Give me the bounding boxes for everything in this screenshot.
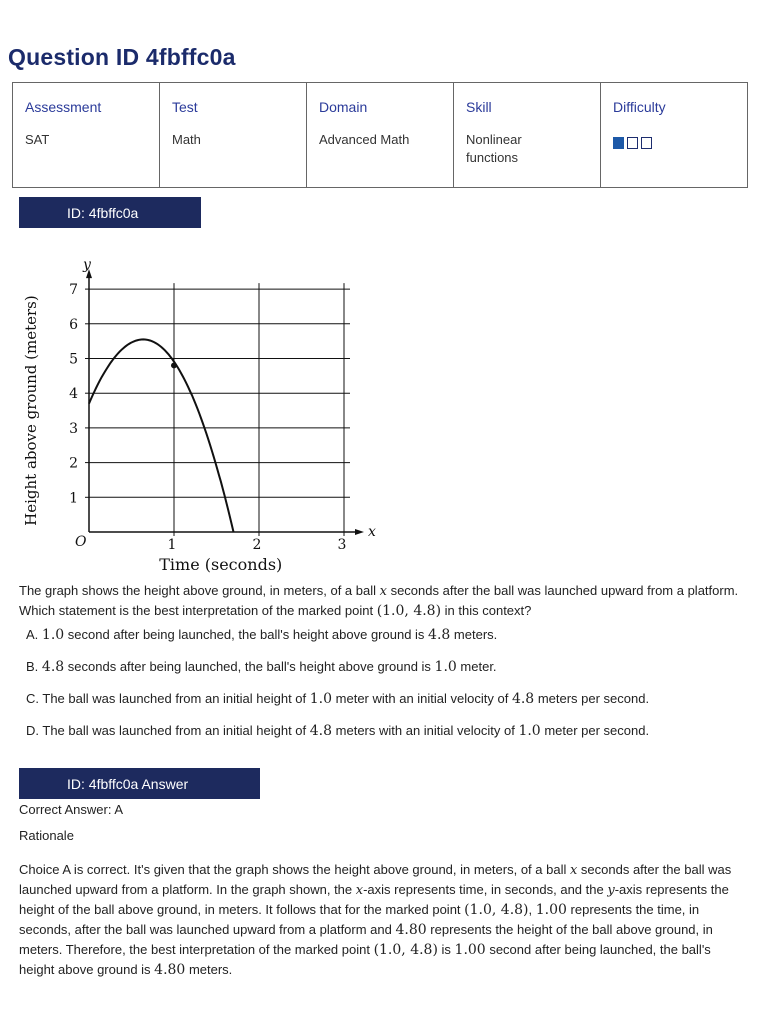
meta-value-domain: Advanced Math bbox=[319, 132, 410, 147]
rationale-text-segment: represents the height of the ball above ground, in meters. Therefore, the best interpretation of the marked point bbox=[19, 922, 713, 957]
choice-letter: D. bbox=[26, 723, 39, 738]
choice-d[interactable] bbox=[26, 723, 649, 739]
answer-id-banner: ID: 4fbffc0a Answer bbox=[19, 768, 260, 799]
difficulty-square-empty bbox=[641, 137, 652, 149]
y-tick-label: 4 bbox=[69, 386, 78, 403]
rationale-text-segment: , bbox=[528, 902, 536, 917]
rationale-math: (1.0, 4.8) bbox=[373, 942, 438, 958]
x-tick-label: 1 bbox=[167, 537, 177, 553]
choice-math-value: 1.0 bbox=[518, 723, 541, 739]
choice-math-value: 4.8 bbox=[309, 723, 333, 739]
y-axis-label: Height above ground (meters) bbox=[22, 295, 40, 526]
difficulty-indicator bbox=[613, 137, 735, 149]
choice-math-value: 4.8 bbox=[511, 691, 535, 707]
marked-point bbox=[171, 362, 177, 368]
choice-math-value: 4.8 bbox=[41, 659, 65, 675]
height-time-graph bbox=[20, 253, 380, 575]
rationale-math: (1.0, 4.8) bbox=[464, 902, 529, 918]
question-metadata-table bbox=[12, 82, 748, 188]
rationale-text-segment: meters. bbox=[185, 962, 233, 977]
choice-text: meters. bbox=[450, 627, 498, 642]
choice-text: meter with an initial velocity of bbox=[332, 691, 512, 706]
rationale-text-segment: -axis represents time, in seconds, and the bbox=[363, 882, 608, 897]
x-tick-label: 3 bbox=[337, 537, 347, 553]
correct-answer: Correct Answer: A bbox=[19, 802, 124, 817]
rationale-math: x bbox=[569, 863, 578, 878]
rationale-text-segment: seconds after the ball was launched upward from a platform. In the graph shown, the bbox=[19, 862, 732, 897]
rationale-text-segment: -axis represents the height of the ball above ground, in meters. It follows that for the marked point bbox=[19, 882, 729, 917]
question-stem bbox=[19, 581, 744, 621]
origin-label: O bbox=[75, 534, 87, 550]
meta-header-skill: Skill bbox=[466, 99, 492, 115]
rationale-text bbox=[19, 860, 744, 980]
stem-text-2: seconds after the ball was launched upward from a platform. Which statement is the best interpretation of the marked point bbox=[19, 583, 739, 618]
y-tick-label: 5 bbox=[69, 351, 78, 368]
x-axis-arrow bbox=[355, 529, 364, 535]
stem-text-1: The graph shows the height above ground, in meters, of a ball bbox=[19, 583, 380, 598]
question-id-banner: ID: 4fbffc0a bbox=[19, 197, 201, 228]
choice-text: The ball was launched from an initial height of bbox=[39, 691, 310, 706]
rationale-text-segment: second after being launched, the ball's height above ground is bbox=[19, 942, 711, 977]
page-title: Question ID 4fbffc0a bbox=[8, 44, 236, 70]
choice-a[interactable] bbox=[26, 627, 497, 643]
choice-letter: C. bbox=[26, 691, 39, 706]
rationale-text-segment: represents the time, in seconds, after the ball was launched upward from a platform and bbox=[19, 902, 700, 937]
rationale-math: y bbox=[607, 883, 615, 898]
choice-text: seconds after being launched, the ball's height above ground is bbox=[64, 659, 435, 674]
rationale-math: 4.80 bbox=[395, 922, 427, 938]
meta-cell-assessment bbox=[13, 83, 160, 188]
meta-value-test: Math bbox=[172, 132, 201, 147]
choice-math-value: 1.0 bbox=[41, 627, 65, 643]
choice-letter: B. bbox=[26, 659, 39, 674]
meta-header-difficulty: Difficulty bbox=[613, 99, 666, 115]
meta-cell-difficulty bbox=[601, 83, 748, 188]
x-axis-label: Time (seconds) bbox=[159, 555, 283, 574]
rationale-math: 1.00 bbox=[535, 902, 567, 918]
choice-text: meter per second. bbox=[540, 723, 650, 738]
meta-header-test: Test bbox=[172, 99, 198, 115]
choice-b[interactable] bbox=[26, 659, 497, 675]
meta-value-assessment: SAT bbox=[25, 132, 50, 147]
rationale-math: 4.80 bbox=[154, 962, 186, 978]
y-tick-label: 2 bbox=[69, 455, 78, 472]
choice-text: meters per second. bbox=[534, 691, 650, 706]
stem-var-x: x bbox=[379, 584, 387, 599]
height-curve bbox=[89, 339, 234, 532]
choice-letter: A. bbox=[26, 627, 39, 642]
meta-cell-skill bbox=[454, 83, 601, 188]
choice-text: meter. bbox=[456, 659, 497, 674]
meta-cell-test bbox=[160, 83, 307, 188]
stem-text-3: in this context? bbox=[441, 603, 532, 618]
choice-math-value: 1.0 bbox=[309, 691, 333, 707]
rationale-math: x bbox=[355, 883, 364, 898]
meta-cell-domain bbox=[307, 83, 454, 188]
choice-math-value: 4.8 bbox=[428, 627, 451, 643]
choice-math-value: 1.0 bbox=[434, 659, 457, 675]
x-tick-label: 2 bbox=[252, 537, 262, 553]
stem-point: (1.0, 4.8) bbox=[376, 603, 442, 619]
difficulty-square-filled bbox=[613, 137, 624, 149]
chart-ticks bbox=[69, 282, 346, 553]
x-axis-symbol: x bbox=[368, 524, 376, 540]
choice-text: meters with an initial velocity of bbox=[332, 723, 519, 738]
rationale-label: Rationale bbox=[19, 828, 74, 843]
choice-text: second after being launched, the ball's height above ground is bbox=[64, 627, 429, 642]
rationale-math: 1.00 bbox=[454, 942, 486, 958]
meta-header-assessment: Assessment bbox=[25, 99, 102, 115]
meta-value-skill: Nonlinear functions bbox=[466, 132, 522, 165]
chart-grid bbox=[89, 283, 350, 532]
y-tick-label: 3 bbox=[69, 420, 78, 437]
y-axis-symbol: y bbox=[83, 257, 91, 274]
y-tick-label: 7 bbox=[69, 282, 78, 299]
rationale-text-segment: is bbox=[437, 942, 455, 957]
meta-header-domain: Domain bbox=[319, 99, 368, 115]
rationale-text-segment: Choice A is correct. It's given that the graph shows the height above ground, in meters, of a ball bbox=[19, 862, 570, 877]
y-tick-label: 6 bbox=[69, 316, 78, 333]
choice-text: The ball was launched from an initial height of bbox=[39, 723, 310, 738]
y-tick-label: 1 bbox=[69, 490, 78, 507]
difficulty-square-empty bbox=[627, 137, 638, 149]
choice-c[interactable] bbox=[26, 691, 649, 707]
